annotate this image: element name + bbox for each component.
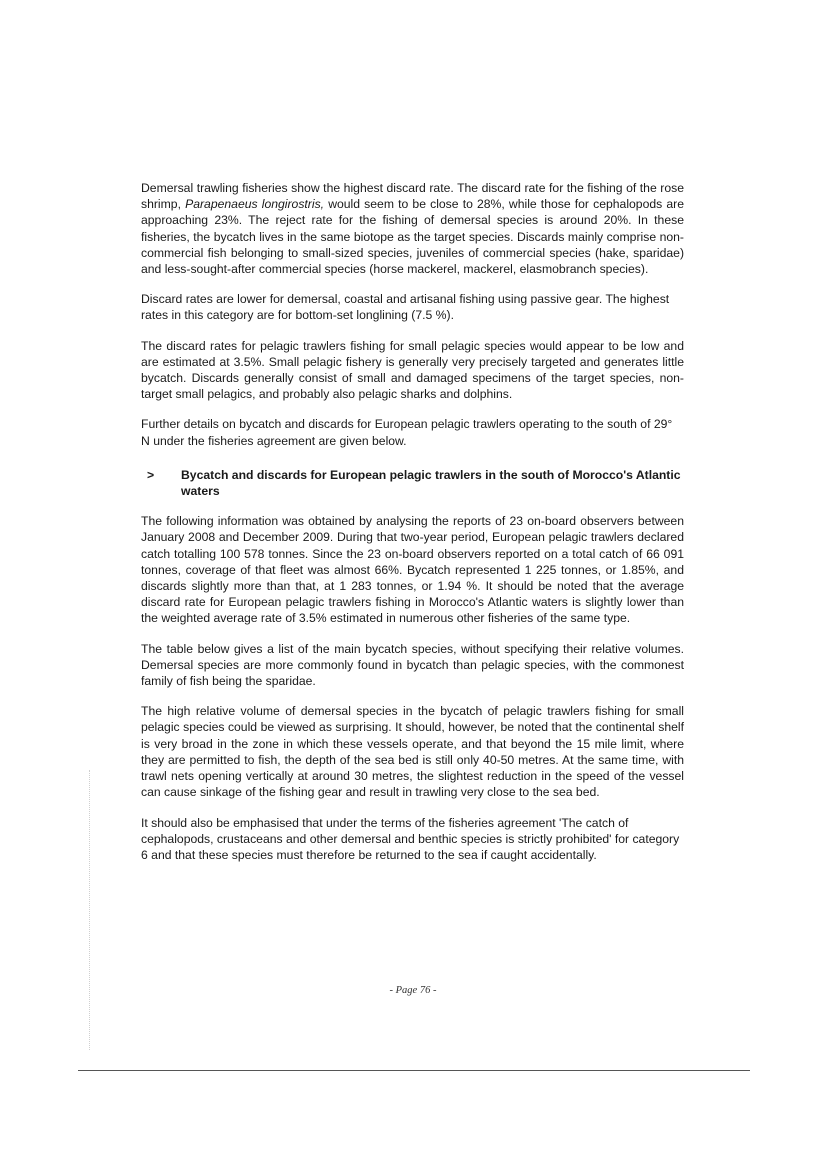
paragraph-text: Demersal trawling fisheries show the highest discard rate. The discard rate for the fishing of the rose shrimp, xyxy=(141,181,684,212)
paragraph-agreement-terms: It should also be emphasised that under the terms of the fisheries agreement 'The catch of cephalopods, crustaceans and other demersal and benthic species is strictly prohibited' for category 6 and that these species must therefore be returned to the sea if caught accidentally. xyxy=(141,815,680,862)
paragraph-further-details: Further details on bycatch and discards for European pelagic trawlers operating to the south of 29° N under the fisheries agreement are given below. xyxy=(141,417,673,448)
paragraph-passive-gear: Discard rates are lower for demersal, coastal and artisanal fishing using passive gear. The highest rates in this category are for bottom-set longlining (7.5 %). xyxy=(141,292,670,323)
species-name: Parapenaeus longirostris, xyxy=(185,197,325,212)
paragraph-pelagic-discards: The discard rates for pelagic trawlers fishing for small pelagic species would appear to be low and are estimated at 3.5%. Small pelagic fishery is generally very precisely targeted and generates little bycatch. Discards generally consist of small and damaged specimens of the target species, non-target small pelagics, and probably also pelagic sharks and dolphins. xyxy=(141,338,684,402)
margin-dotted-line xyxy=(89,770,91,1050)
body-text xyxy=(141,180,684,877)
footer-divider xyxy=(78,1070,750,1071)
page-number: - Page 76 - xyxy=(389,985,437,996)
paragraph-demersal-volume: The high relative volume of demersal species in the bycatch of pelagic trawlers fishing for small pelagic species could be viewed as surprising. It should, however, be noted that the continental shelf is very broad in the zone in which these vessels operate, and that beyond the 15 mile limit, where they are permitted to fish, the depth of the sea bed is still only 40-50 metres. At the same time, with trawl nets opening vertically at around 30 metres, the slightest reduction in the speed of the vessel can cause sinkage of the fishing gear and result in trawling very close to the sea bed. xyxy=(141,704,684,800)
section-heading-text: Bycatch and discards for European pelagic trawlers in the south of Morocco's Atlantic waters xyxy=(181,467,681,499)
paragraph-demersal-trawling xyxy=(141,180,684,277)
paragraph-bycatch-species: The table below gives a list of the main bycatch species, without specifying their relative volumes. Demersal species are more commonly found in bycatch than pelagic species, with the commonest family of fish being the sparidae. xyxy=(141,641,684,689)
heading-arrow-marker: > xyxy=(147,467,155,482)
section-heading xyxy=(141,467,684,499)
paragraph-observer-reports: The following information was obtained by analysing the reports of 23 on-board observers between January 2008 and December 2009. During that two-year period, European pelagic trawlers declared catch totalling 100 578 tonnes. Since the 23 on-board observers reported on a total catch of 66 091 tonnes, coverage of that fleet was almost 66%. Bycatch represented 1 225 tonnes, or 1.85%, and discards slightly more than that, at 1 283 tonnes, or 1.94 %. It should be noted that the average discard rate for European pelagic trawlers fishing in Morocco's Atlantic waters is slightly lower than the weighted average rate of 3.5% estimated in numerous other fisheries of the same type. xyxy=(141,514,684,626)
paragraph-text: would seem to be close to 28%, while those for cephalopods are approaching 23%. The reject rate for the fishing of demersal species is around 20%. In these fisheries, the bycatch lives in the same biotope as the target species. Discards mainly comprise non-commercial fish belonging to small-sized species, juveniles of commercial species (hake, sparidae) and less-sought-after commercial species (horse mackerel, mackerel, elasmobranch species). xyxy=(141,197,684,277)
